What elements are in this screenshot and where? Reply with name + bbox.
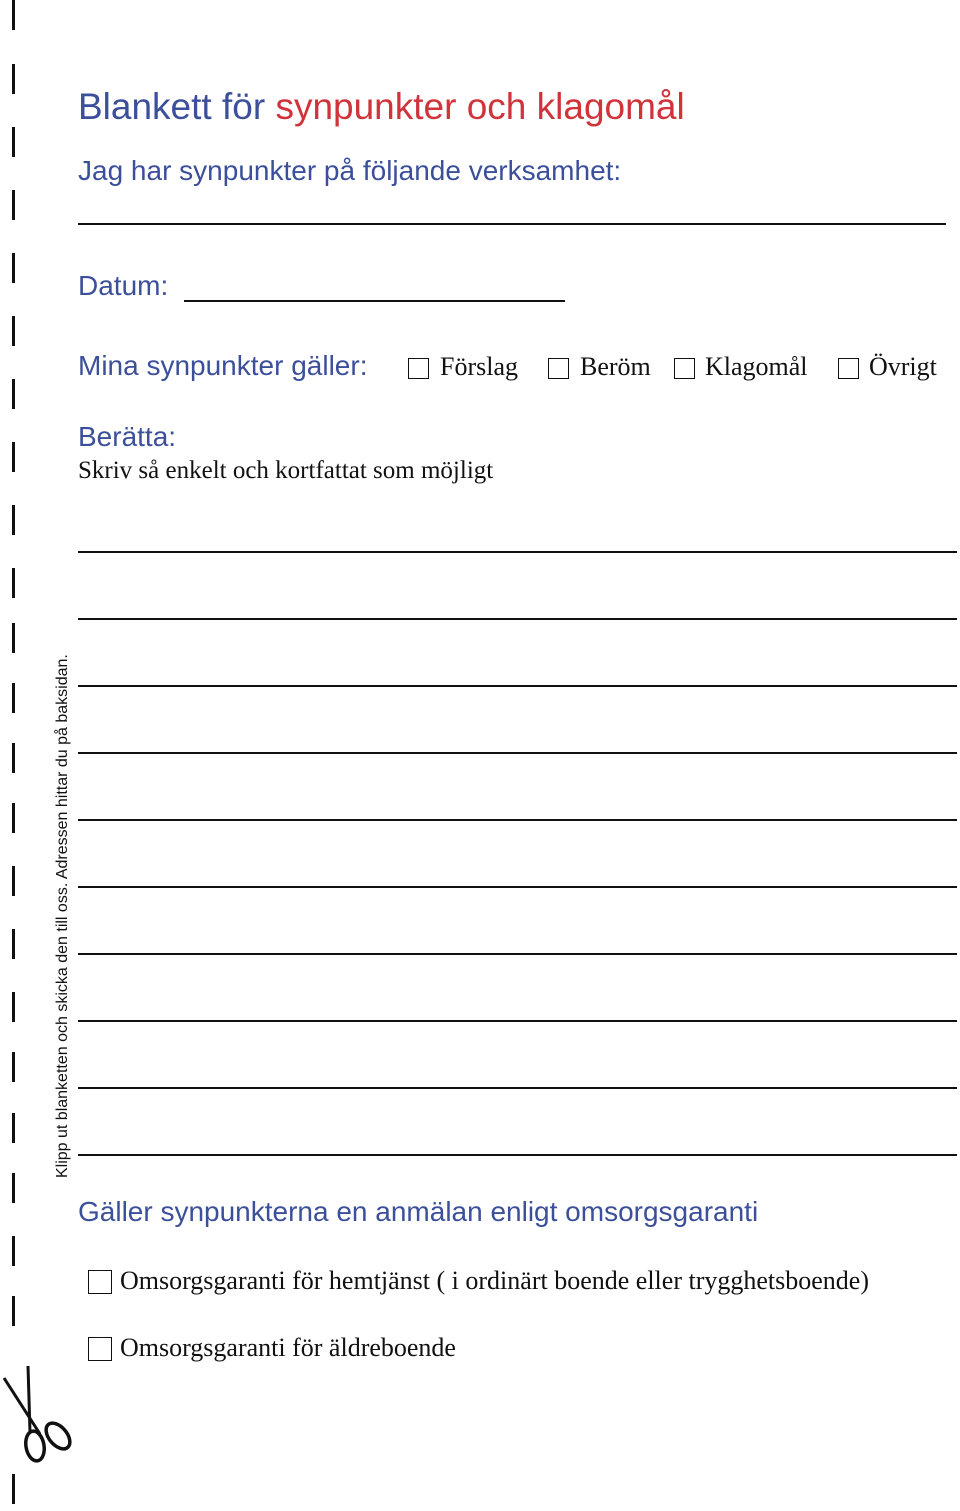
writing-line[interactable] bbox=[78, 685, 957, 687]
option-hemtjanst-label: Omsorgsgaranti för hemtjänst ( i ordinärt boende eller trygghetsboende) bbox=[120, 1266, 869, 1295]
writing-line[interactable] bbox=[78, 1020, 957, 1022]
guarantee-heading: Gäller synpunkterna en anmälan enligt omsorgsgaranti bbox=[78, 1196, 759, 1227]
activity-input-line[interactable] bbox=[78, 223, 946, 225]
option-ovrigt-label: Övrigt bbox=[869, 352, 937, 381]
writing-line[interactable] bbox=[78, 886, 957, 888]
writing-line[interactable] bbox=[78, 953, 957, 955]
date-label: Datum: bbox=[78, 270, 169, 301]
activity-prompt: Jag har synpunkter på följande verksamhet: bbox=[78, 155, 622, 186]
option-aldreboende-label: Omsorgsgaranti för äldreboende bbox=[120, 1333, 456, 1362]
form-title-part1: Blankett för bbox=[78, 86, 266, 127]
writing-line[interactable] bbox=[78, 1154, 957, 1156]
scissors-icon bbox=[0, 1366, 80, 1466]
option-forslag-label: Förslag bbox=[440, 352, 518, 381]
option-klagomal-label: Klagomål bbox=[705, 352, 808, 381]
story-hint: Skriv så enkelt och kortfattat som möjligt bbox=[78, 457, 494, 484]
date-input-line[interactable] bbox=[184, 300, 565, 302]
checkbox-hemtjanst[interactable] bbox=[88, 1270, 112, 1294]
checkbox-klagomal[interactable] bbox=[674, 358, 695, 379]
story-label: Berätta: bbox=[78, 421, 177, 452]
checkbox-ovrigt[interactable] bbox=[838, 358, 859, 379]
checkbox-forslag[interactable] bbox=[408, 358, 429, 379]
form-title bbox=[78, 84, 685, 130]
writing-line[interactable] bbox=[78, 1087, 957, 1089]
topic-label: Mina synpunkter gäller: bbox=[78, 350, 368, 381]
writing-line[interactable] bbox=[78, 752, 957, 754]
writing-line[interactable] bbox=[78, 618, 957, 620]
form-title-part2: synpunkter och klagomål bbox=[275, 86, 685, 127]
option-berom-label: Beröm bbox=[580, 352, 651, 381]
checkbox-aldreboende[interactable] bbox=[88, 1337, 112, 1361]
writing-line[interactable] bbox=[78, 819, 957, 821]
checkbox-berom[interactable] bbox=[548, 358, 569, 379]
cut-out-instruction: Klipp ut blanketten och skicka den till oss. Adressen hittar du på baksidan. bbox=[54, 654, 71, 1178]
writing-line[interactable] bbox=[78, 551, 957, 553]
